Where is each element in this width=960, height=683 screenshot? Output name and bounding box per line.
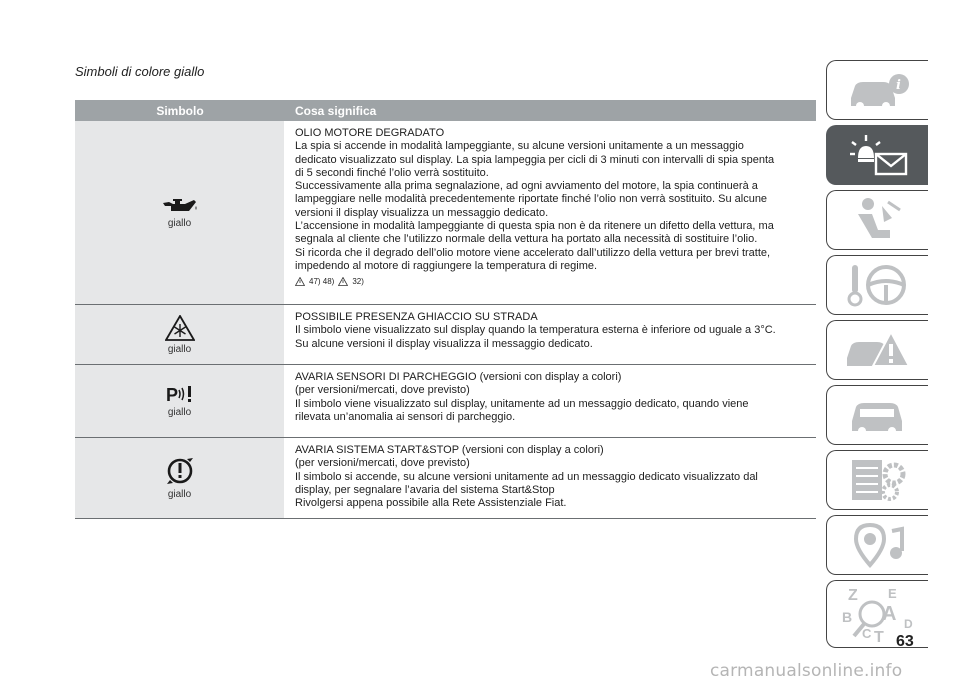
- start-stop-fault-icon: [165, 456, 195, 486]
- svg-text:P: P: [165, 385, 178, 404]
- meaning-line: L’accensione in modalità lampeggiante di questa spia non è da ritenere un difetto della vettura, ma: [295, 220, 774, 233]
- svg-text:i: i: [895, 78, 901, 93]
- meaning-line: versioni il display visualizza un messaggio dedicato.: [295, 206, 549, 219]
- meaning-line: lampeggiare nelle modalità precedentemente riportate finché l’olio non verrà sostituito. Su alcune: [295, 193, 768, 206]
- tab-technical-data[interactable]: [826, 450, 928, 510]
- symbol-cell: [75, 438, 285, 518]
- meaning-line: Su alcune versioni il display visualizza il messaggio dedicato.: [295, 337, 593, 350]
- meaning-title: AVARIA SENSORI DI PARCHEGGIO (versioni con display a colori): [295, 371, 622, 383]
- meaning-cell: [285, 121, 816, 304]
- meaning-title: AVARIA SISTEMA START&STOP (versioni con display a colori): [295, 444, 604, 456]
- oil-can-icon: [161, 197, 199, 215]
- meaning-line: Si ricorda che il degrado dell’olio motore viene accelerato dall’utilizzo della vettura per brevi tratte,: [295, 246, 771, 259]
- meaning-line: Successivamente alla prima segnalazione, ad ogni avviamento del motore, la spia continuerà a: [295, 180, 758, 193]
- meaning-line: impedendo al motore di raggiungere la temperatura di regime.: [295, 259, 598, 272]
- navigation-music-icon: [846, 521, 910, 569]
- meaning-line: dedicato visualizzato sul display. La spia lampeggia per cicli di 3 minuti con intervalli di spia spenta: [295, 153, 775, 166]
- car-crash-warning-icon: [843, 326, 913, 374]
- reference-cautions[interactable]: 32): [352, 277, 364, 287]
- color-label: giallo: [167, 407, 192, 418]
- reference-warnings[interactable]: 47) 48): [309, 277, 335, 287]
- meaning-title: POSSIBILE PRESENZA GHIACCIO SU STRADA: [295, 311, 538, 323]
- meaning-line: di 5 secondi finché l’olio verrà sostituito.: [295, 166, 489, 179]
- meaning-line: (per versioni/mercati, dove previsto): [295, 457, 470, 470]
- meaning-cell: [285, 365, 816, 437]
- tab-multimedia[interactable]: [826, 515, 928, 575]
- warning-light-message-icon: [842, 132, 914, 178]
- table-row: [75, 365, 816, 438]
- color-label: giallo: [167, 217, 192, 229]
- references: [295, 275, 806, 288]
- specs-gears-icon: [846, 456, 910, 504]
- tab-car-info[interactable]: [826, 60, 928, 120]
- caution-triangle-icon: [338, 277, 348, 286]
- meaning-line: Rivolgersi appena possibile alla Rete Assistenziale Fiat.: [295, 497, 567, 510]
- index-letter: D: [903, 617, 913, 631]
- color-label: giallo: [167, 343, 192, 355]
- symbol-cell: [75, 365, 285, 437]
- index-letter: B: [841, 609, 852, 625]
- meaning-line: display, per segnalare l’avaria del sistema Start&Stop: [295, 483, 555, 496]
- warning-triangle-icon: [295, 277, 305, 286]
- meaning-cell: [285, 438, 816, 518]
- page-number: 63: [896, 633, 914, 650]
- tab-warning-lights[interactable]: [826, 125, 928, 185]
- index-letter: Z: [847, 587, 858, 604]
- meaning-line: segnala al cliente che l’utilizzo normale della vettura ha portato alla necessità di sostituire l’olio.: [295, 233, 758, 246]
- color-label: giallo: [167, 489, 192, 500]
- tab-safety[interactable]: [826, 190, 928, 250]
- meaning-line: La spia si accende in modalità lampeggiante, su alcune versioni unitamente a un messaggio: [295, 140, 744, 153]
- symbol-cell: [75, 305, 285, 364]
- table-header: [75, 100, 816, 121]
- car-service-icon: [846, 393, 910, 437]
- table-row: [75, 305, 816, 365]
- meaning-title: OLIO MOTORE DEGRADATO: [295, 127, 445, 139]
- tab-maintenance[interactable]: [826, 385, 928, 445]
- car-info-icon: [843, 68, 913, 112]
- table-row: [75, 438, 816, 519]
- header-meaning: Cosa significa: [295, 103, 377, 118]
- index-letter: A: [881, 603, 896, 625]
- meaning-line: rilevata un’anomalia ai sensori di parcheggio.: [295, 410, 516, 423]
- header-symbol: Simbolo: [156, 103, 204, 118]
- key-steering-wheel-icon: [846, 261, 910, 309]
- index-letter: C: [861, 626, 871, 641]
- meaning-line: Il simbolo viene visualizzato sul display quando la temperatura esterna è inferiore od uguale a 3°C.: [295, 324, 776, 337]
- meaning-line: Il simbolo viene visualizzato sul display, unitamente ad un messaggio dedicato, quando viene: [295, 397, 749, 410]
- tab-starting-driving[interactable]: [826, 255, 928, 315]
- snowflake-warning-icon: [165, 315, 195, 341]
- watermark: carmanualsonline.info: [710, 661, 903, 681]
- table-row: [75, 121, 816, 305]
- seat-airbag-icon: [848, 196, 908, 244]
- index-letter: E: [887, 586, 897, 601]
- parking-sensor-fault-icon: [166, 384, 194, 404]
- tab-emergency[interactable]: [826, 320, 928, 380]
- meaning-line: Il simbolo si accende, su alcune versioni unitamente ad un messaggio dedicato visualizzato dal: [295, 470, 758, 483]
- warning-symbols-table: [75, 100, 816, 519]
- meaning-line: (per versioni/mercati, dove previsto): [295, 384, 470, 397]
- symbol-cell: [75, 121, 285, 304]
- section-title: Simboli di colore giallo: [75, 64, 205, 79]
- index-letter: T: [873, 629, 884, 644]
- meaning-cell: [285, 305, 816, 364]
